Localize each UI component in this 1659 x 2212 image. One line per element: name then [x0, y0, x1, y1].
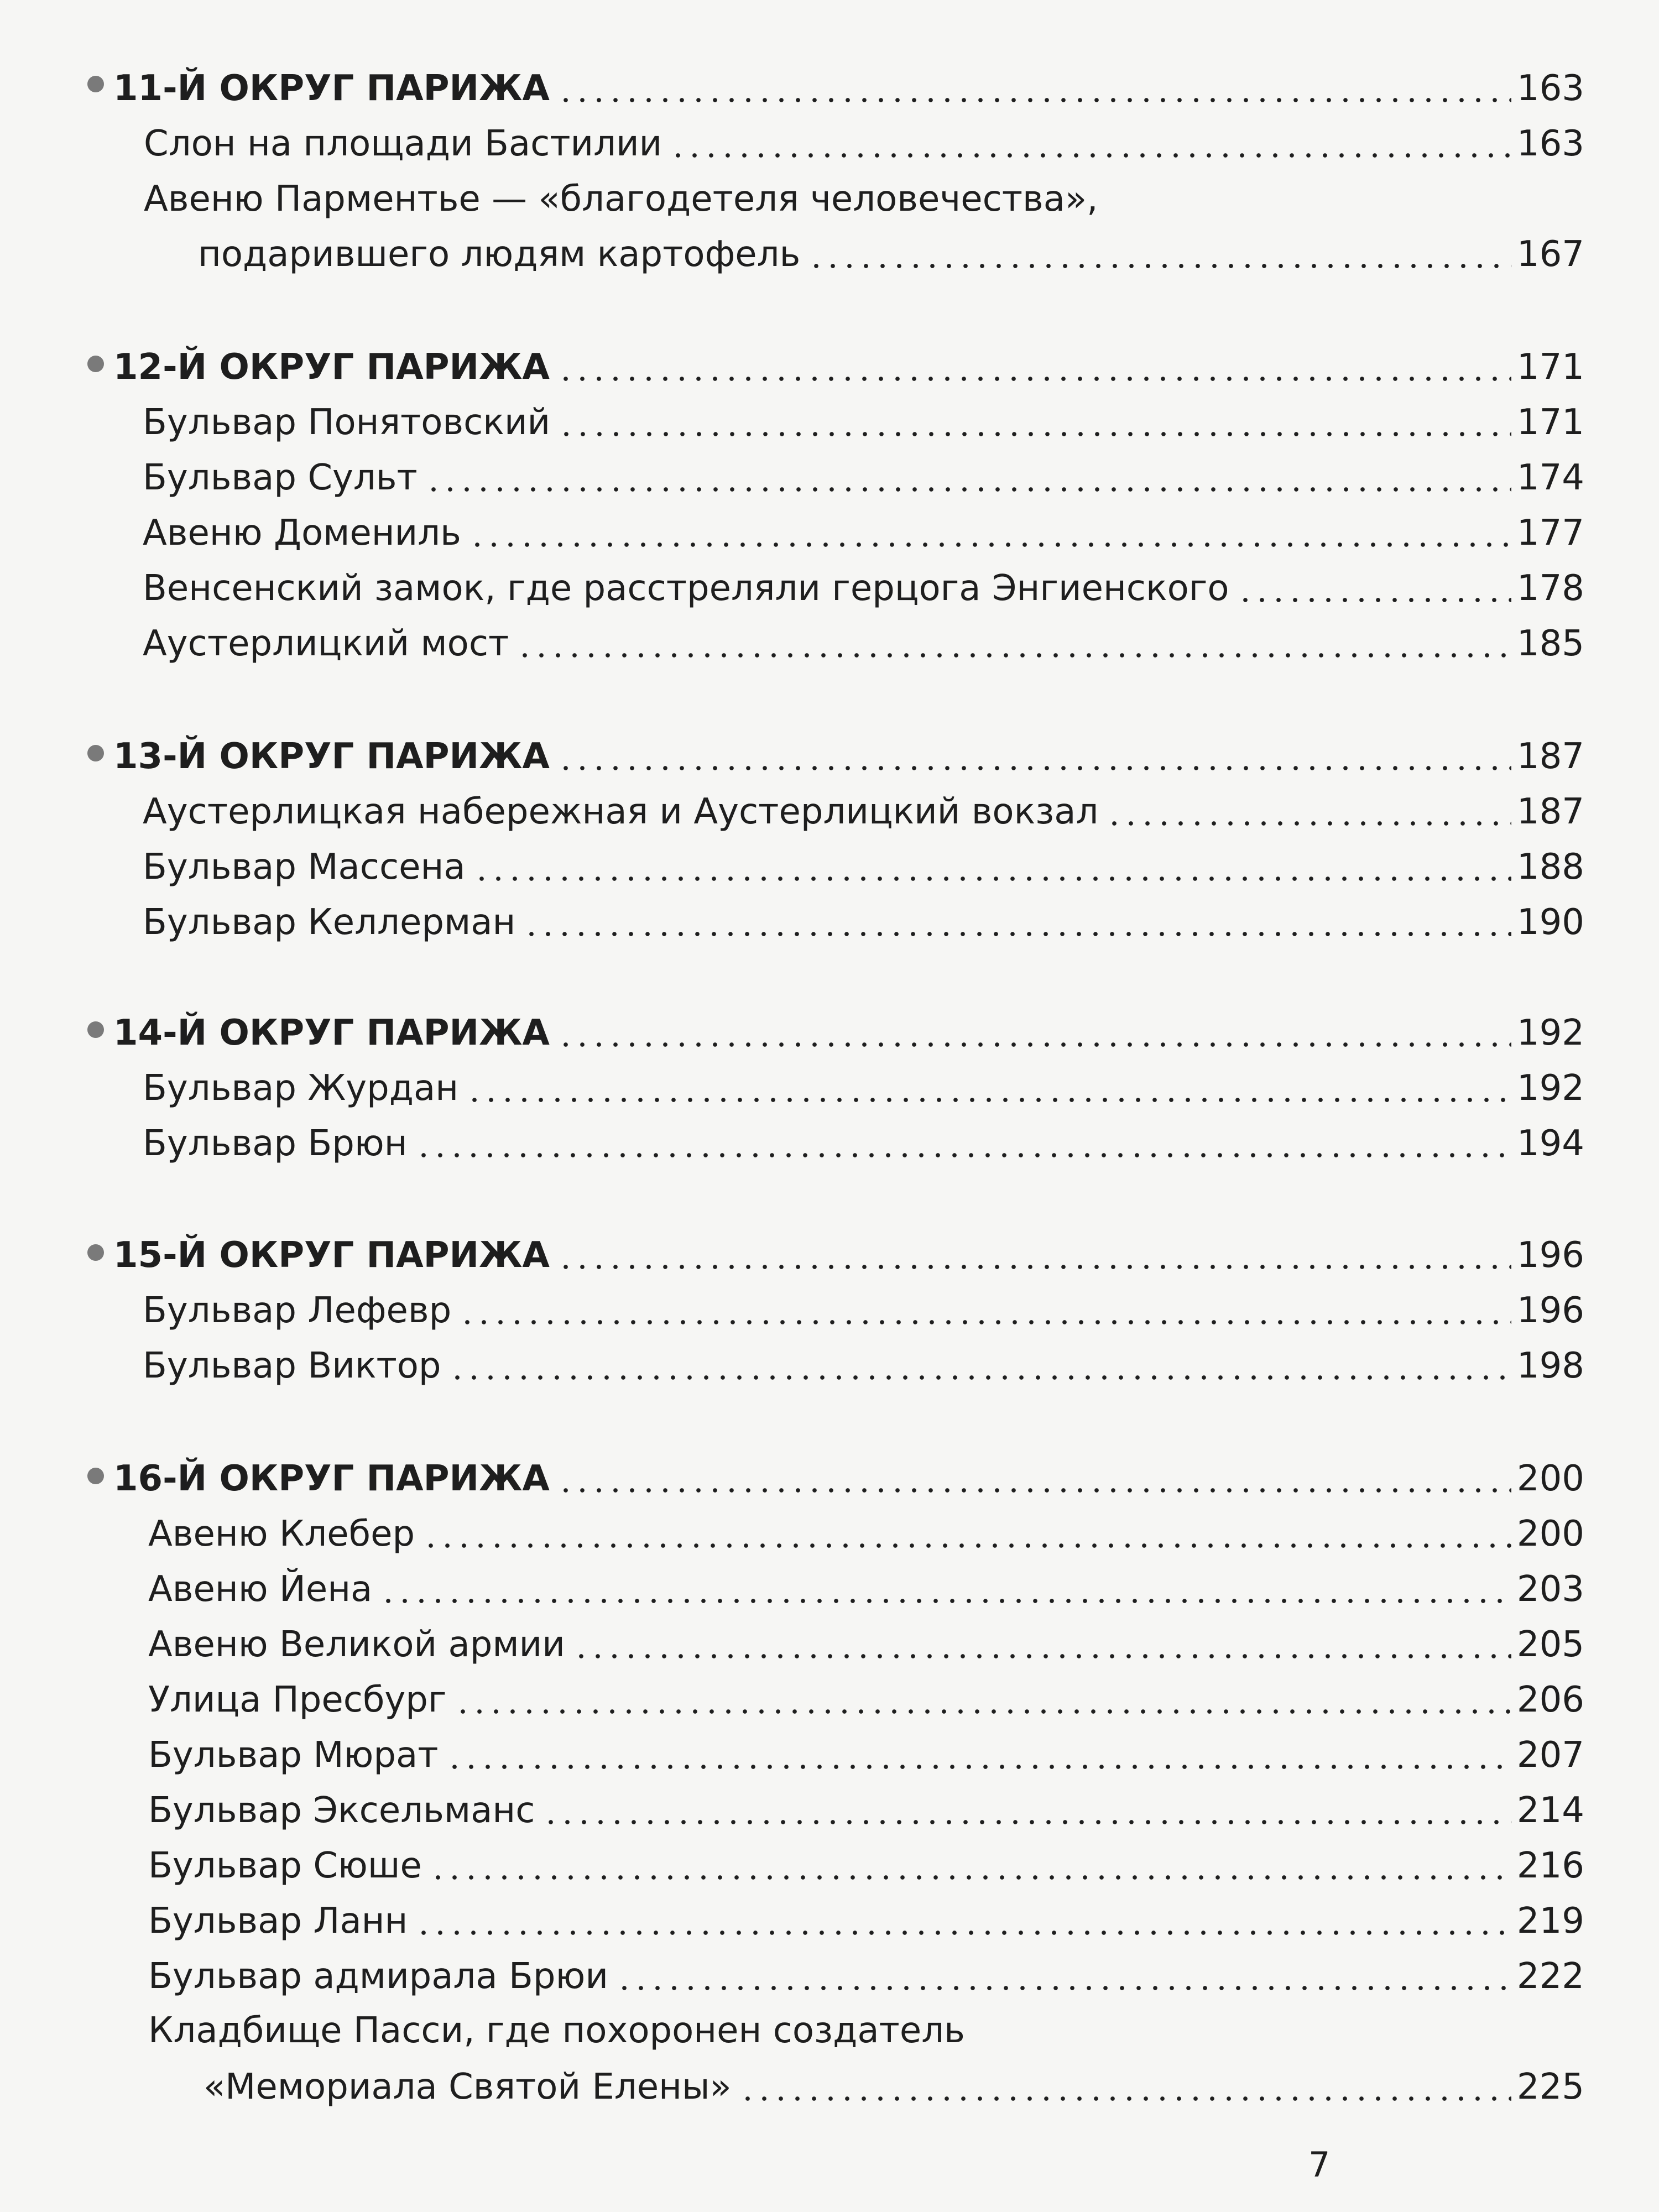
page-number: 177	[1516, 513, 1584, 554]
page-number: 187	[1516, 791, 1584, 832]
section-bullet-icon	[87, 76, 104, 92]
page-number: 207	[1516, 1735, 1584, 1776]
dot-leader	[449, 1346, 1511, 1381]
toc-entry[interactable]	[143, 1328, 1584, 1384]
entry-title: Бульвар Эксельманс	[148, 1790, 535, 1831]
toc-entry[interactable]	[148, 1496, 1584, 1552]
entry-title: Бульвар Лефевр	[143, 1290, 452, 1331]
entry-title: Бульвар Сульт	[143, 457, 418, 498]
dot-leader	[558, 403, 1511, 438]
toc-entry[interactable]	[204, 2049, 1584, 2105]
page-number: 206	[1516, 1679, 1584, 1720]
toc-entry[interactable]	[143, 385, 1584, 443]
toc-entry[interactable]	[143, 1273, 1584, 1331]
section-bullet-icon	[87, 1468, 104, 1484]
toc-entry[interactable]	[148, 1552, 1584, 1610]
page-number: 163	[1516, 123, 1584, 164]
dot-leader	[557, 1235, 1511, 1271]
entry-title: Бульвар Мюрат	[148, 1735, 439, 1776]
page-number: 200	[1516, 1514, 1584, 1554]
page-number: 167	[1516, 234, 1584, 275]
page-number: 216	[1516, 1845, 1584, 1886]
page-number: 185	[1516, 623, 1584, 664]
dot-leader	[542, 1791, 1511, 1826]
entry-title: Слон на площади Бастилии	[144, 123, 662, 164]
entry-title-first-line[interactable]: Авеню Парментье — «благодетеля человечества»,	[144, 179, 1098, 220]
section-bullet-icon	[87, 1244, 104, 1261]
dot-leader	[557, 1459, 1511, 1494]
toc-section-14[interactable]	[113, 995, 1584, 1051]
section-bullet-icon	[87, 745, 104, 761]
dot-leader	[523, 902, 1511, 938]
toc-entry[interactable]	[148, 1939, 1584, 1997]
toc-entry[interactable]	[143, 830, 1584, 888]
toc-section-11[interactable]	[113, 51, 1584, 109]
page-number: 194	[1516, 1123, 1584, 1164]
page-number: 178	[1516, 568, 1584, 609]
toc-section-16[interactable]	[113, 1441, 1584, 1499]
entry-title: Аустерлицкая набережная и Аустерлицкий вокзал	[143, 791, 1099, 832]
page-number: 187	[1516, 736, 1584, 777]
section-title: 12-Й ОКРУГ ПАРИЖА	[113, 347, 550, 388]
toc-entry[interactable]	[148, 1773, 1584, 1831]
entry-title: Аустерлицкий мост	[143, 623, 509, 664]
toc-entry[interactable]	[143, 440, 1584, 498]
dot-leader	[1106, 792, 1511, 827]
dot-leader	[415, 1124, 1511, 1159]
entry-title: Бульвар Брюн	[143, 1123, 408, 1164]
dot-leader	[808, 234, 1511, 270]
page-number: 214	[1516, 1790, 1584, 1831]
section-title: 15-Й ОКРУГ ПАРИЖА	[113, 1235, 550, 1276]
page-folio: 7	[1308, 2145, 1331, 2185]
entry-title: Улица Пресбург	[148, 1679, 447, 1720]
dot-leader	[573, 1625, 1511, 1660]
page-number: 196	[1516, 1235, 1584, 1276]
toc-section-15[interactable]	[113, 1218, 1584, 1276]
section-bullet-icon	[87, 1021, 104, 1038]
toc-entry[interactable]	[144, 106, 1584, 164]
dot-leader	[415, 1901, 1511, 1937]
entry-title-continued: подарившего людям картофель	[198, 234, 801, 275]
entry-title: Авеню Клебер	[148, 1514, 415, 1554]
toc-entry[interactable]	[143, 551, 1584, 609]
page-number: 205	[1516, 1624, 1584, 1665]
page-number: 163	[1516, 68, 1584, 109]
entry-title: Бульвар Ланн	[148, 1901, 408, 1942]
page-number: 203	[1516, 1569, 1584, 1610]
page-number: 196	[1516, 1290, 1584, 1331]
dot-leader	[455, 1680, 1511, 1715]
entry-title: Авеню Великой армии	[148, 1624, 565, 1665]
dot-leader	[1237, 568, 1511, 604]
entry-title: Венсенский замок, где расстреляли герцога Энгиенского	[143, 568, 1229, 609]
entry-title-continued: «Мемориала Святой Елены»	[204, 2067, 732, 2107]
entry-title: Бульвар Журдан	[143, 1068, 459, 1109]
page-number: 200	[1516, 1458, 1584, 1499]
entry-title: Бульвар Келлерман	[143, 902, 516, 943]
dot-leader	[557, 737, 1511, 772]
page-number: 171	[1516, 402, 1584, 443]
page-number: 222	[1516, 1956, 1584, 1997]
page-number: 188	[1516, 847, 1584, 888]
toc-entry[interactable]	[198, 217, 1584, 275]
page-number: 198	[1516, 1345, 1584, 1386]
page-number: 225	[1516, 2067, 1584, 2107]
entry-title: Бульвар Массена	[143, 847, 466, 888]
toc-entry[interactable]	[143, 1106, 1584, 1164]
dot-leader	[517, 624, 1511, 659]
dot-leader	[466, 1068, 1511, 1104]
dot-leader	[739, 2067, 1511, 2103]
toc-entry[interactable]	[143, 774, 1584, 830]
toc-entry[interactable]	[143, 1051, 1584, 1109]
toc-entry[interactable]	[148, 1607, 1584, 1665]
dot-leader	[422, 1514, 1511, 1550]
dot-leader	[425, 458, 1511, 493]
toc-section-12[interactable]	[113, 330, 1584, 388]
page-number: 190	[1516, 902, 1584, 943]
dot-leader	[469, 513, 1511, 549]
dot-leader	[380, 1569, 1511, 1605]
entry-title: Бульвар Понятовский	[143, 402, 551, 443]
dot-leader	[473, 847, 1511, 883]
dot-leader	[430, 1846, 1511, 1881]
toc-entry[interactable]	[143, 495, 1584, 554]
entry-title: Авеню Домениль	[143, 513, 461, 554]
toc-entry[interactable]	[148, 1884, 1584, 1942]
entry-title: Авеню Йена	[148, 1569, 373, 1610]
page-number: 219	[1516, 1901, 1584, 1942]
toc-entry[interactable]	[148, 1828, 1584, 1884]
toc-entry[interactable]	[148, 1718, 1584, 1776]
dot-leader	[446, 1735, 1511, 1771]
section-title: 14-Й ОКРУГ ПАРИЖА	[113, 1013, 550, 1053]
entry-title: Бульвар Сюше	[148, 1845, 422, 1886]
dot-leader	[557, 1013, 1511, 1048]
page-number: 192	[1516, 1013, 1584, 1053]
toc-entry[interactable]	[143, 885, 1584, 943]
entry-title: Бульвар адмирала Брюи	[148, 1956, 608, 1997]
dot-leader	[459, 1291, 1511, 1326]
dot-leader	[670, 124, 1511, 159]
toc-section-13[interactable]	[113, 719, 1584, 777]
section-title: 13-Й ОКРУГ ПАРИЖА	[113, 736, 550, 777]
dot-leader	[557, 69, 1511, 104]
page-number: 192	[1516, 1068, 1584, 1109]
toc-entry[interactable]	[143, 606, 1584, 664]
section-title: 16-Й ОКРУГ ПАРИЖА	[113, 1458, 550, 1499]
entry-title-first-line[interactable]: Кладбище Пасси, где похоронен создатель	[148, 2010, 965, 2051]
section-title: 11-Й ОКРУГ ПАРИЖА	[113, 68, 550, 109]
entry-title: Бульвар Виктор	[143, 1345, 441, 1386]
dot-leader	[557, 347, 1511, 383]
dot-leader	[616, 1957, 1511, 1992]
page-number: 174	[1516, 457, 1584, 498]
toc-entry[interactable]	[148, 1662, 1584, 1718]
page-number: 171	[1516, 347, 1584, 388]
section-bullet-icon	[87, 356, 104, 372]
